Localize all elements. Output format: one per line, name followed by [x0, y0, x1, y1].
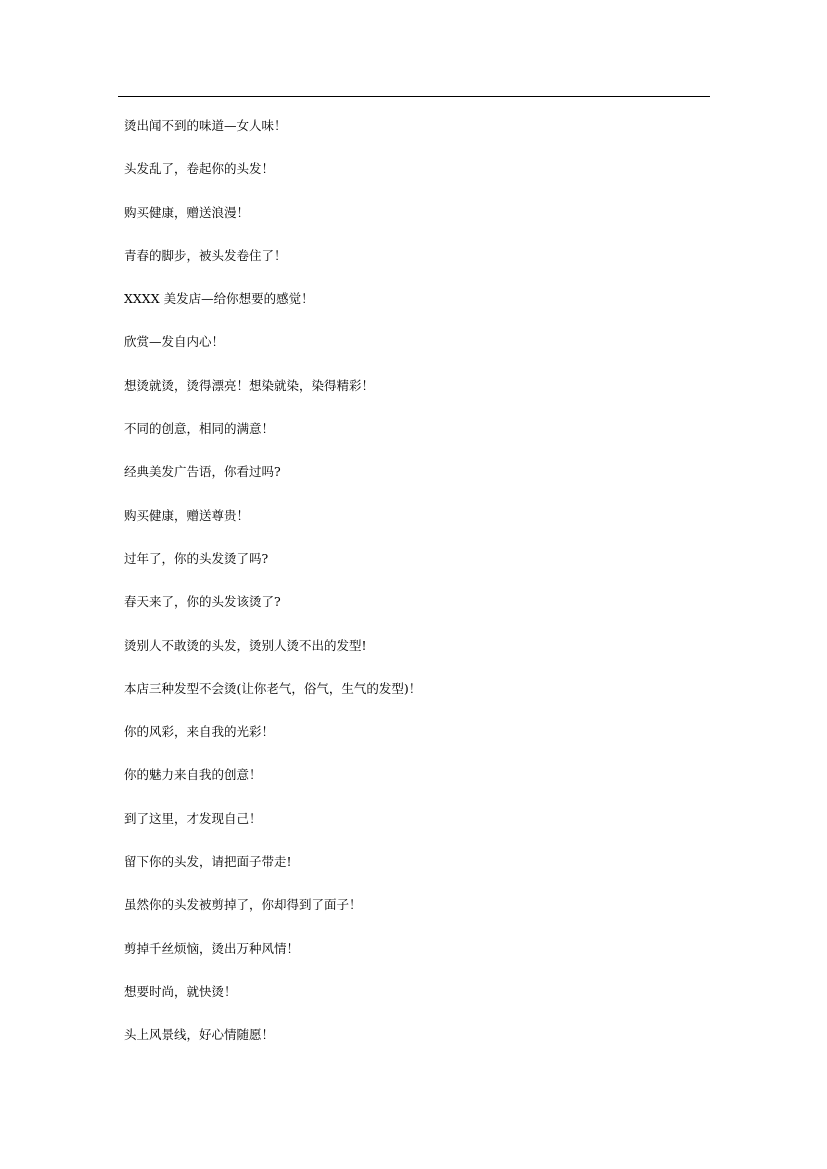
slogan-line: 青春的脚步，被头发卷住了！: [124, 247, 287, 263]
slogan-line: 本店三种发型不会烫(让你老气，俗气，生气的发型)！: [124, 680, 422, 696]
header-rule: [118, 96, 710, 97]
slogan-line: 过年了，你的头发烫了吗?: [124, 550, 269, 566]
slogan-line: 购买健康，赠送浪漫！: [124, 204, 250, 220]
slogan-line: 春天来了，你的头发该烫了?: [124, 594, 281, 610]
slogan-line: 虽然你的头发被剪掉了，你却得到了面子！: [124, 897, 362, 913]
slogan-line: 经典美发广告语，你看过吗?: [124, 464, 281, 480]
slogan-line: XXXX 美发店—给你想要的感觉！: [124, 291, 314, 307]
slogan-line: 到了这里，才发现自己！: [124, 810, 262, 826]
slogan-line: 不同的创意，相同的满意！: [124, 421, 275, 437]
slogan-list: [124, 117, 704, 1070]
slogan-line: 烫出闻不到的味道—女人味！: [124, 118, 287, 133]
slogan-line: 头上风景线，好心情随愿！: [124, 1027, 275, 1043]
slogan-line: 想要时尚，就快烫！: [124, 983, 237, 999]
slogan-line: 头发乱了，卷起你的头发！: [124, 161, 275, 177]
slogan-line: 你的魅力来自我的创意！: [124, 767, 262, 783]
slogan-line: 想烫就烫，烫得漂亮！想染就染，染得精彩！: [124, 377, 375, 393]
slogan-line: 留下你的头发，请把面子带走!: [124, 854, 292, 870]
slogan-line: 欣赏—发自内心！: [124, 334, 225, 350]
slogan-line: 购买健康，赠送尊贵！: [124, 507, 250, 523]
slogan-line: 烫别人不敢烫的头发，烫别人烫不出的发型!: [124, 637, 367, 653]
slogan-line: 剪掉千丝烦恼，烫出万种风情！: [124, 940, 300, 956]
slogan-line: 你的风彩，来自我的光彩！: [124, 724, 275, 740]
